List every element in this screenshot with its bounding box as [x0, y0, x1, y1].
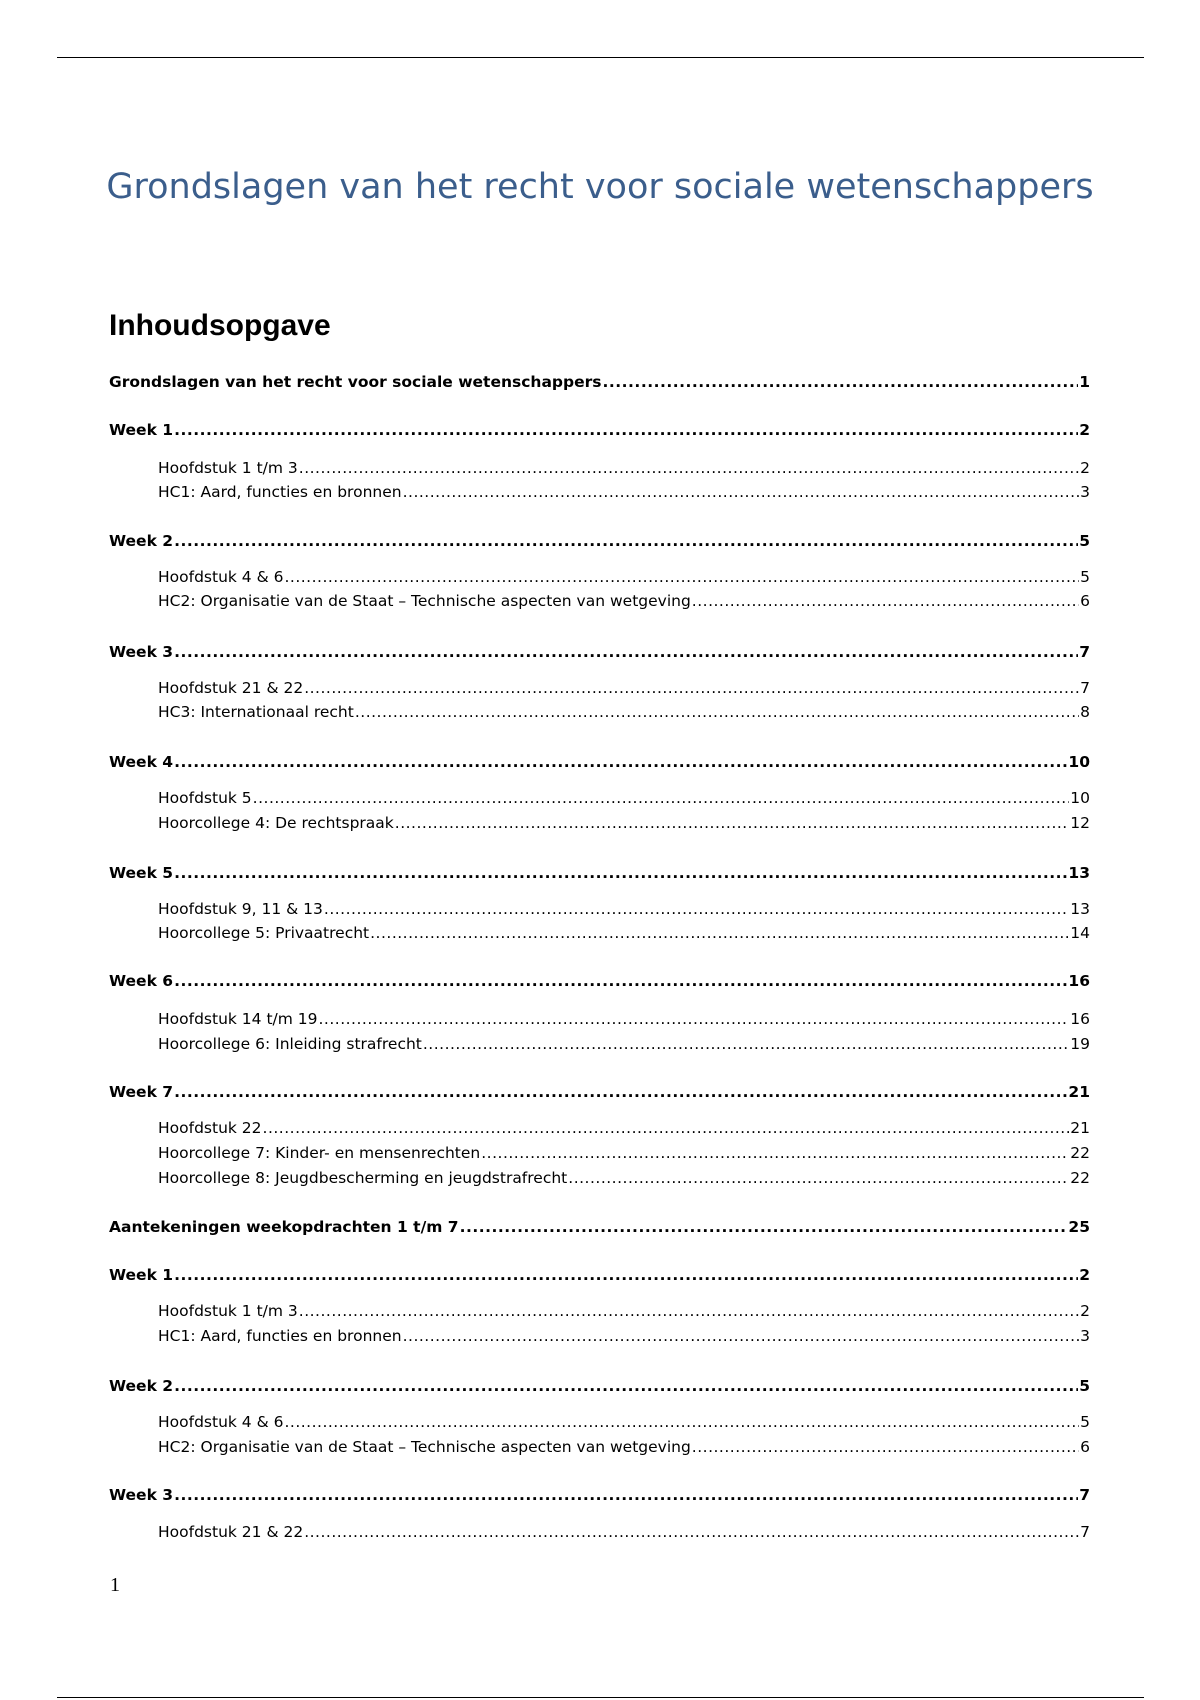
toc-entry[interactable] — [158, 590, 1090, 612]
toc-entry-page: 5 — [1080, 1413, 1090, 1431]
toc-entry[interactable] — [158, 1411, 1090, 1433]
toc-leader — [692, 590, 1079, 612]
toc-entry-page: 5 — [1080, 568, 1090, 586]
toc-leader — [304, 677, 1079, 699]
toc-entry[interactable] — [158, 1142, 1090, 1164]
toc-entry-text: Grondslagen van het recht voor sociale wetenschappers — [109, 373, 602, 391]
toc-leader — [174, 1375, 1078, 1397]
toc-entry-text: Week 1 — [109, 1266, 174, 1284]
toc-entry-text: Hoofdstuk 4 & 6 — [158, 1413, 284, 1431]
toc-entry[interactable] — [109, 751, 1090, 773]
toc-entry[interactable] — [109, 970, 1090, 992]
page-number: 1 — [110, 1574, 120, 1596]
toc-leader — [174, 862, 1067, 884]
toc-leader — [174, 1081, 1067, 1103]
toc-entry-page: 2 — [1079, 1266, 1090, 1284]
toc-leader — [568, 1167, 1069, 1189]
toc-entry[interactable] — [158, 457, 1090, 479]
toc-entry[interactable] — [109, 530, 1090, 552]
toc-entry[interactable] — [158, 1300, 1090, 1322]
toc-entry-page: 5 — [1079, 532, 1090, 550]
toc-entry-text: Week 1 — [109, 421, 174, 439]
toc-leader — [602, 371, 1078, 393]
toc-entry-page: 3 — [1080, 1327, 1090, 1345]
toc-entry[interactable] — [158, 1325, 1090, 1347]
toc-entry-text: HC1: Aard, functies en bronnen — [158, 483, 402, 501]
toc-entry-page: 5 — [1079, 1377, 1090, 1395]
toc-entry[interactable] — [158, 898, 1090, 920]
toc-entry-text: Week 7 — [109, 1083, 174, 1101]
toc-entry-text: Hoofdstuk 14 t/m 19 — [158, 1010, 318, 1028]
toc-leader — [174, 419, 1078, 441]
toc-entry[interactable] — [109, 1375, 1090, 1397]
toc-entry[interactable] — [158, 922, 1090, 944]
toc-entry[interactable] — [109, 371, 1090, 393]
toc-entry-text: Hoorcollege 6: Inleiding strafrecht — [158, 1035, 422, 1053]
toc-entry[interactable] — [158, 566, 1090, 588]
toc-leader — [481, 1142, 1069, 1164]
toc-entry-text: Hoorcollege 7: Kinder- en mensenrechten — [158, 1144, 481, 1162]
toc-entry-text: Hoorcollege 8: Jeugdbescherming en jeugdstrafrecht — [158, 1169, 568, 1187]
toc-entry-page: 21 — [1070, 1119, 1090, 1137]
toc-entry-text: Week 4 — [109, 753, 174, 771]
toc-entry[interactable] — [109, 1081, 1090, 1103]
toc-leader — [299, 1300, 1079, 1322]
toc-entry-page: 7 — [1080, 679, 1090, 697]
toc-entry-text: Hoofdstuk 9, 11 & 13 — [158, 900, 323, 918]
toc-entry-text: Hoofdstuk 21 & 22 — [158, 1523, 304, 1541]
toc-entry-text: Hoofdstuk 1 t/m 3 — [158, 1302, 298, 1320]
toc-entry[interactable] — [158, 1521, 1090, 1543]
toc-entry[interactable] — [158, 481, 1090, 503]
footer-rule — [57, 1697, 1144, 1698]
toc-entry[interactable] — [158, 1436, 1090, 1458]
toc-entry-page: 22 — [1070, 1144, 1090, 1162]
toc-entry[interactable] — [158, 812, 1090, 834]
toc-entry[interactable] — [158, 1117, 1090, 1139]
toc-entry[interactable] — [109, 1484, 1090, 1506]
toc-leader — [370, 922, 1069, 944]
toc-entry-page: 1 — [1079, 373, 1090, 391]
toc-entry[interactable] — [109, 862, 1090, 884]
toc-entry-text: Hoofdstuk 5 — [158, 789, 252, 807]
toc-leader — [324, 898, 1069, 920]
toc-entry-page: 12 — [1070, 814, 1090, 832]
toc-entry-page: 6 — [1080, 1438, 1090, 1456]
toc-leader — [304, 1521, 1079, 1543]
toc-heading: Inhoudsopgave — [109, 309, 331, 342]
toc-leader — [403, 481, 1080, 503]
toc-entry-text: Week 2 — [109, 1377, 174, 1395]
toc-entry[interactable] — [158, 787, 1090, 809]
toc-entry-text: Hoorcollege 4: De rechtspraak — [158, 814, 394, 832]
toc-leader — [460, 1216, 1068, 1238]
toc-leader — [174, 530, 1078, 552]
toc-entry-page: 19 — [1070, 1035, 1090, 1053]
toc-leader — [174, 1484, 1078, 1506]
toc-entry-text: Aantekeningen weekopdrachten 1 t/m 7 — [109, 1218, 459, 1236]
toc-leader — [174, 970, 1067, 992]
toc-entry[interactable] — [109, 1264, 1090, 1286]
toc-entry-text: Week 6 — [109, 972, 174, 990]
toc-leader — [284, 1411, 1079, 1433]
toc-entry-page: 22 — [1070, 1169, 1090, 1187]
toc-entry-text: Hoofdstuk 1 t/m 3 — [158, 459, 298, 477]
toc-entry-page: 10 — [1070, 789, 1090, 807]
toc-leader — [253, 787, 1070, 809]
toc-entry-page: 6 — [1080, 592, 1090, 610]
toc-entry-text: Week 3 — [109, 1486, 174, 1504]
toc-entry-page: 25 — [1068, 1218, 1090, 1236]
toc-entry-text: Hoorcollege 5: Privaatrecht — [158, 924, 370, 942]
toc-entry[interactable] — [158, 1008, 1090, 1030]
toc-entry-page: 16 — [1068, 972, 1090, 990]
toc-leader — [395, 812, 1069, 834]
toc-entry-text: HC2: Organisatie van de Staat – Technische aspecten van wetgeving — [158, 592, 691, 610]
toc-entry-text: HC1: Aard, functies en bronnen — [158, 1327, 402, 1345]
toc-leader — [692, 1436, 1079, 1458]
toc-leader — [263, 1117, 1070, 1139]
toc-leader — [174, 751, 1067, 773]
toc-entry-page: 2 — [1080, 1302, 1090, 1320]
toc-entry-text: HC2: Organisatie van de Staat – Technische aspecten van wetgeving — [158, 1438, 691, 1456]
toc-leader — [355, 701, 1079, 723]
toc-entry-page: 21 — [1068, 1083, 1090, 1101]
toc-entry-page: 2 — [1079, 421, 1090, 439]
toc-leader — [423, 1033, 1069, 1055]
toc-entry-page: 3 — [1080, 483, 1090, 501]
toc-entry-page: 14 — [1070, 924, 1090, 942]
toc-entry[interactable] — [158, 677, 1090, 699]
toc-entry[interactable] — [158, 1167, 1090, 1189]
toc-entry-text: HC3: Internationaal recht — [158, 703, 354, 721]
toc-entry-page: 10 — [1068, 753, 1090, 771]
toc-entry-page: 13 — [1070, 900, 1090, 918]
toc-leader — [299, 457, 1079, 479]
toc-entry[interactable] — [109, 419, 1090, 441]
toc-entry-page: 13 — [1068, 864, 1090, 882]
toc-entry-text: Week 2 — [109, 532, 174, 550]
toc-entry-text: Hoofdstuk 21 & 22 — [158, 679, 304, 697]
toc-entry-page: 8 — [1080, 703, 1090, 721]
toc-leader — [174, 641, 1078, 663]
toc-entry-page: 7 — [1080, 1523, 1090, 1541]
toc-leader — [174, 1264, 1078, 1286]
toc-entry[interactable] — [158, 1033, 1090, 1055]
toc-leader — [319, 1008, 1070, 1030]
toc-entry[interactable] — [158, 701, 1090, 723]
toc-entry-text: Hoofdstuk 22 — [158, 1119, 262, 1137]
toc-entry-text: Week 5 — [109, 864, 174, 882]
header-rule — [57, 57, 1144, 58]
toc-leader — [284, 566, 1079, 588]
toc-leader — [403, 1325, 1080, 1347]
toc-entry[interactable] — [109, 641, 1090, 663]
toc-entry-page: 2 — [1080, 459, 1090, 477]
toc-entry-page: 7 — [1079, 643, 1090, 661]
document-title: Grondslagen van het recht voor sociale wetenschappers — [106, 167, 1094, 207]
toc-entry-text: Hoofdstuk 4 & 6 — [158, 568, 284, 586]
toc-entry-text: Week 3 — [109, 643, 174, 661]
toc-entry-page: 16 — [1070, 1010, 1090, 1028]
toc-entry[interactable] — [109, 1216, 1090, 1238]
toc-entry-page: 7 — [1079, 1486, 1090, 1504]
